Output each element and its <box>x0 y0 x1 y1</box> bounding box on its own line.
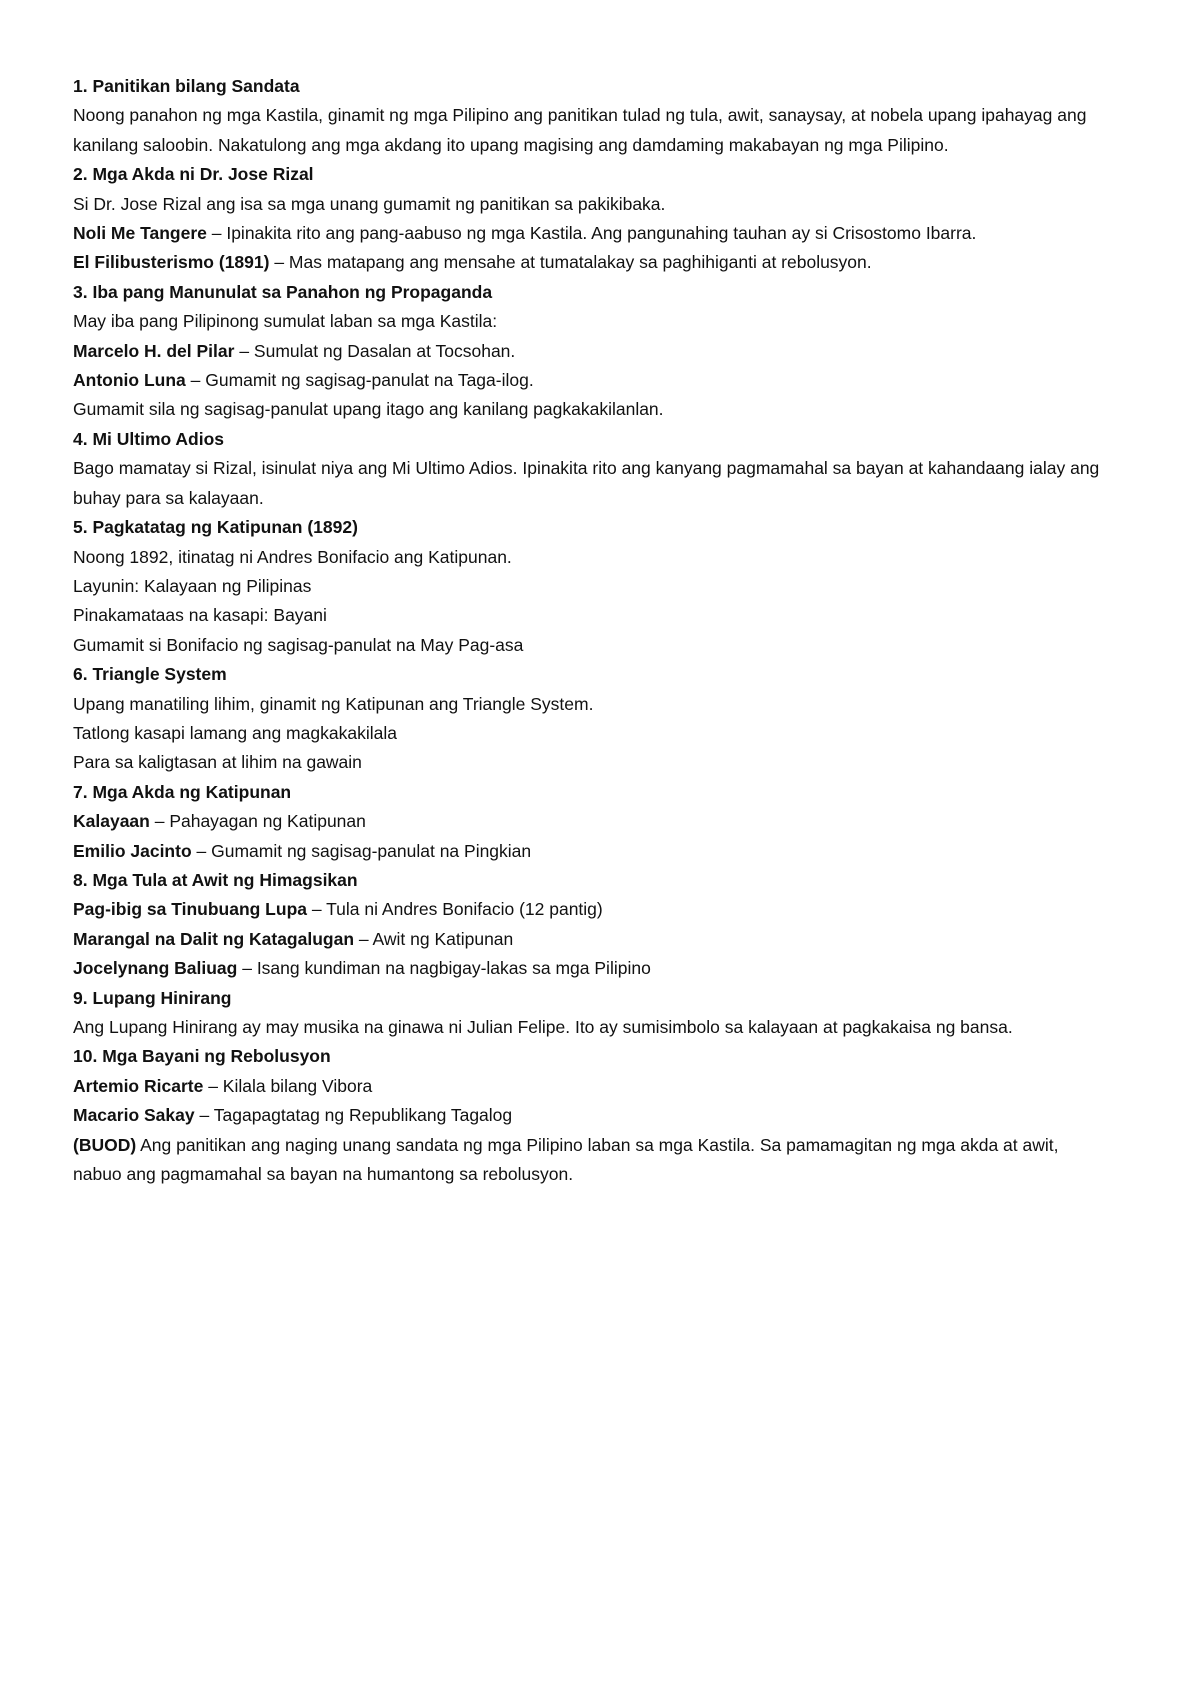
section-4 <box>73 425 1110 513</box>
section-heading: 2. Mga Akda ni Dr. Jose Rizal <box>73 164 314 185</box>
paragraph <box>73 572 1110 601</box>
section-heading: 3. Iba pang Manunulat sa Panahon ng Propaganda <box>73 281 493 302</box>
term-label: Emilio Jacinto <box>73 840 192 861</box>
term-description: – Gumamit ng sagisag-panulat na Taga-ilog. <box>185 370 534 391</box>
term-description: – Mas matapang ang mensahe at tumatalakay sa paghihiganti at rebolusyon. <box>269 252 872 273</box>
section-1 <box>73 72 1110 160</box>
paragraph-text: Ang Lupang Hinirang ay may musika na ginawa ni Julian Felipe. Ito ay sumisimbolo sa kalayaan at pagkakaisa ng bansa. <box>73 1017 1013 1037</box>
paragraph-text: Gumamit si Bonifacio ng sagisag-panulat na May Pag-asa <box>73 634 524 655</box>
paragraph <box>73 601 1110 630</box>
section-9 <box>73 984 1110 1043</box>
paragraph <box>73 248 1110 277</box>
paragraph <box>73 1072 1110 1101</box>
term-label: Kalayaan <box>73 811 150 832</box>
term-label: Jocelynang Baliuag <box>73 958 238 979</box>
term-label: Antonio Luna <box>73 370 186 391</box>
section-heading: 7. Mga Akda ng Katipunan <box>73 781 292 802</box>
section-heading: 10. Mga Bayani ng Rebolusyon <box>73 1046 331 1067</box>
term-description: – Kilala bilang Vibora <box>203 1075 373 1096</box>
paragraph <box>73 454 1110 513</box>
paragraph-text: Bago mamatay si Rizal, isinulat niya ang Mi Ultimo Adios. Ipinakita rito ang kanyang pagmamahal sa bayan at kahandaang ialay ang buhay para sa kalayaan. <box>73 458 1100 508</box>
paragraph-text: Noong panahon ng mga Kastila, ginamit ng mga Pilipino ang panitikan tulad ng tula, awit, sanaysay, at nobela upang ipahayag ang kanilang saloobin. Nakatulong ang mga akdang ito upang magising ang damdaming makabayan ng mga Pilipino. <box>73 105 1087 155</box>
paragraph <box>73 337 1110 366</box>
paragraph <box>73 1013 1110 1042</box>
summary-paragraph <box>73 1131 1110 1190</box>
term-description: – Tagapagtatag ng Republikang Tagalog <box>194 1105 513 1126</box>
paragraph <box>73 807 1110 836</box>
term-description: – Pahayagan ng Katipunan <box>149 811 366 832</box>
paragraph <box>73 1101 1110 1130</box>
term-description: – Tula ni Andres Bonifacio (12 pantig) <box>307 899 603 920</box>
paragraph-text: Si Dr. Jose Rizal ang isa sa mga unang gumamit ng panitikan sa pakikibaka. <box>73 193 666 214</box>
paragraph <box>73 954 1110 983</box>
paragraph-text: Noong 1892, itinatag ni Andres Bonifacio ang Katipunan. <box>73 546 512 567</box>
paragraph <box>73 219 1110 248</box>
section-heading: 9. Lupang Hinirang <box>73 987 232 1008</box>
paragraph <box>73 837 1110 866</box>
term-description: – Gumamit ng sagisag-panulat na Pingkian <box>191 840 532 861</box>
paragraph-text: Gumamit sila ng sagisag-panulat upang itago ang kanilang pagkakakilanlan. <box>73 399 664 420</box>
paragraph-text: May iba pang Pilipinong sumulat laban sa mga Kastila: <box>73 311 498 332</box>
summary-label: (BUOD) <box>73 1134 137 1155</box>
paragraph-text: Para sa kaligtasan at lihim na gawain <box>73 752 362 773</box>
term-description: – Awit ng Katipunan <box>354 928 514 949</box>
term-label: Noli Me Tangere <box>73 223 207 244</box>
paragraph <box>73 307 1110 336</box>
section-heading: 8. Mga Tula at Awit ng Himagsikan <box>73 869 358 890</box>
paragraph <box>73 719 1110 748</box>
section-2 <box>73 160 1110 278</box>
term-label: Marcelo H. del Pilar <box>73 340 235 361</box>
summary-text: Ang panitikan ang naging unang sandata ng mga Pilipino laban sa mga Kastila. Sa pamamagitan ng mga akda at awit, nabuo ang pagmamahal sa bayan na humantong sa rebolusyon. <box>73 1134 1059 1185</box>
paragraph <box>73 690 1110 719</box>
paragraph-text: Pinakamataas na kasapi: Bayani <box>73 605 327 626</box>
section-6 <box>73 660 1110 778</box>
section-heading: 4. Mi Ultimo Adios <box>73 428 225 449</box>
paragraph-text: Upang manatiling lihim, ginamit ng Katipunan ang Triangle System. <box>73 693 594 714</box>
paragraph <box>73 101 1110 160</box>
paragraph <box>73 395 1110 424</box>
section-heading: 5. Pagkatatag ng Katipunan (1892) <box>73 517 358 538</box>
term-label: Marangal na Dalit ng Katagalugan <box>73 928 355 949</box>
section-heading: 6. Triangle System <box>73 664 227 685</box>
paragraph <box>73 190 1110 219</box>
paragraph <box>73 895 1110 924</box>
term-description: – Isang kundiman na nagbigay-lakas sa mga Pilipino <box>237 958 651 979</box>
section-5 <box>73 513 1110 660</box>
section-10 <box>73 1042 1110 1189</box>
term-label: Artemio Ricarte <box>73 1075 204 1096</box>
section-heading: 1. Panitikan bilang Sandata <box>73 76 300 96</box>
document-body <box>73 72 1110 1189</box>
term-description: – Sumulat ng Dasalan at Tocsohan. <box>234 340 516 361</box>
paragraph <box>73 925 1110 954</box>
term-label: Macario Sakay <box>73 1105 195 1126</box>
section-7 <box>73 778 1110 866</box>
term-description: – Ipinakita rito ang pang-aabuso ng mga Kastila. Ang pangunahing tauhan ay si Crisostomo Ibarra. <box>206 223 977 244</box>
paragraph-text: Layunin: Kalayaan ng Pilipinas <box>73 575 312 596</box>
paragraph-text: Tatlong kasapi lamang ang magkakakilala <box>73 722 397 743</box>
term-label: El Filibusterismo (1891) <box>73 252 270 273</box>
paragraph <box>73 543 1110 572</box>
section-8 <box>73 866 1110 984</box>
paragraph <box>73 366 1110 395</box>
section-3 <box>73 278 1110 425</box>
paragraph <box>73 748 1110 777</box>
paragraph <box>73 631 1110 660</box>
term-label: Pag-ibig sa Tinubuang Lupa <box>73 899 307 920</box>
